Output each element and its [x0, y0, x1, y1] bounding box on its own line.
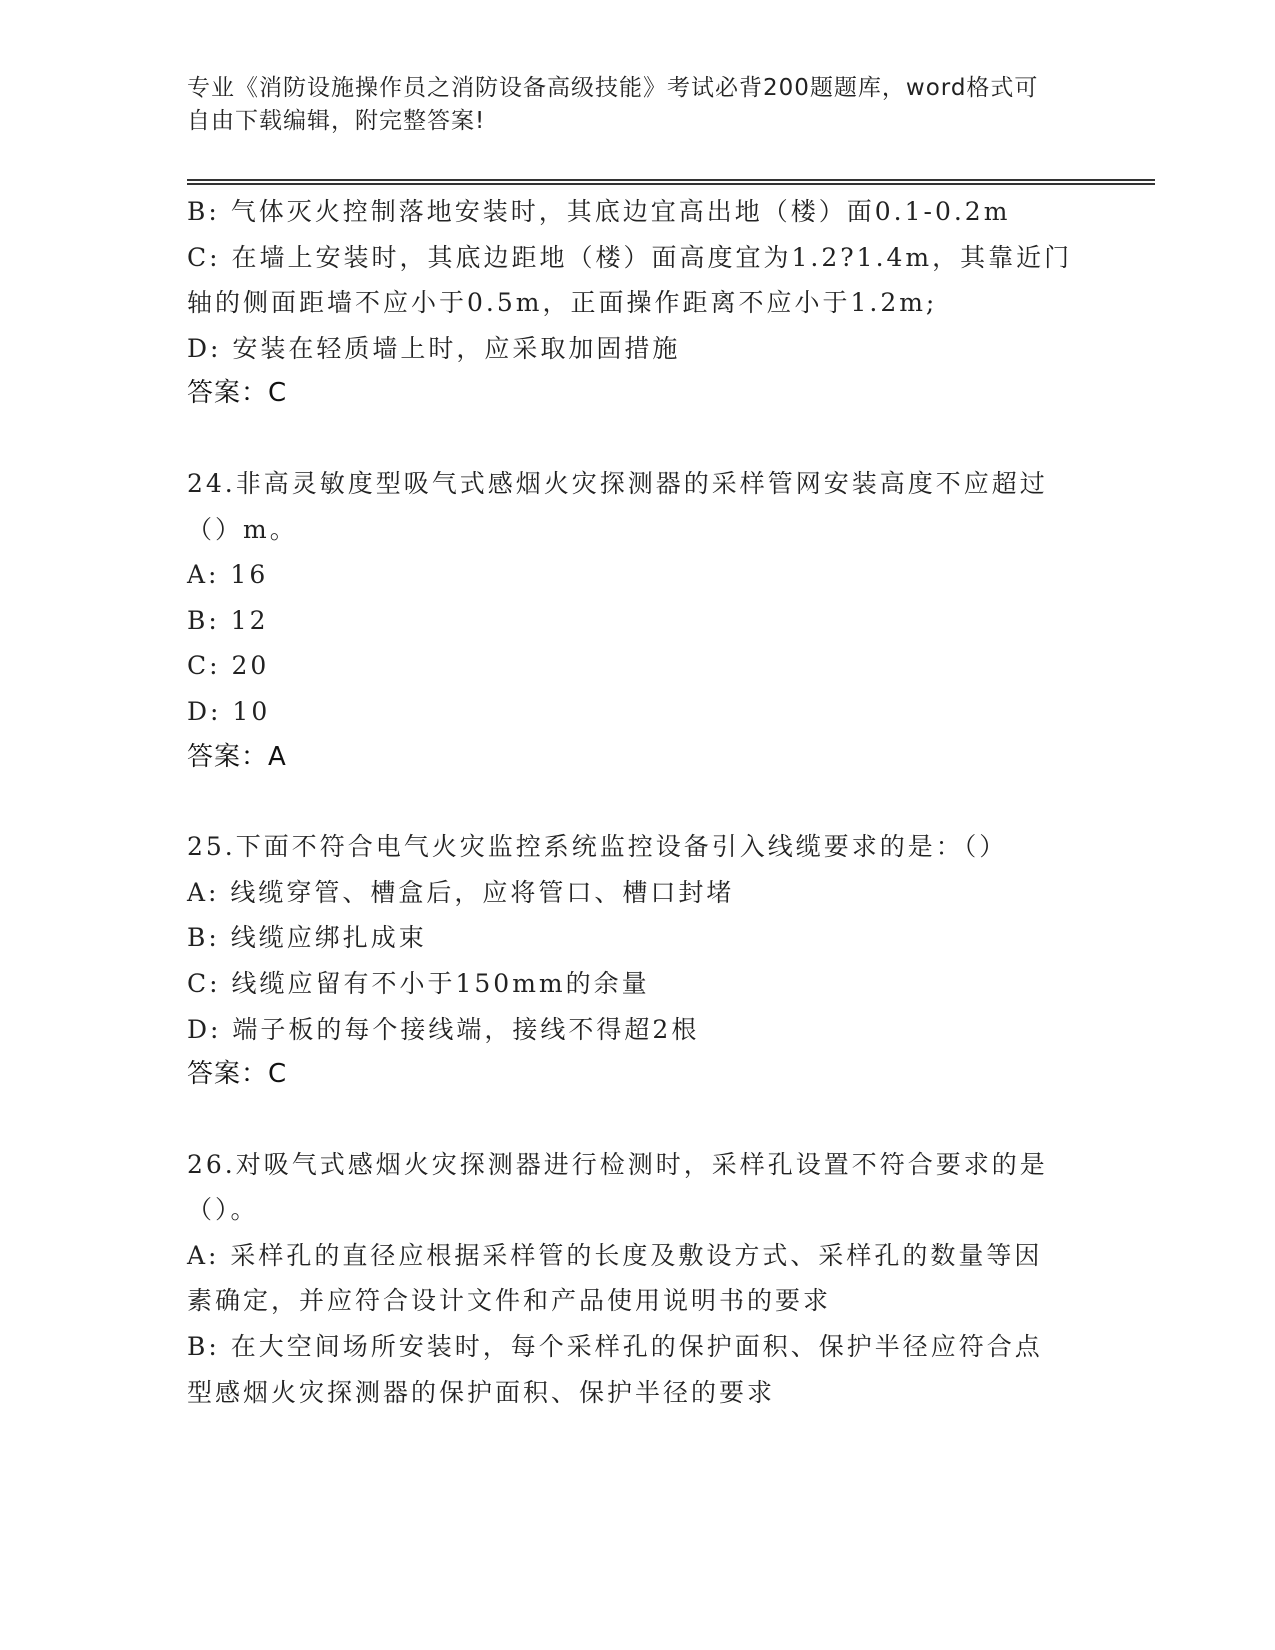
option-a: A: 采样孔的直径应根据采样管的长度及敷设方式、采样孔的数量等因 [187, 1240, 1043, 1270]
answer: 答案：C [187, 378, 288, 409]
question-stem: 24.非高灵敏度型吸气式感烟火灾探测器的采样管网安装高度不应超过 [187, 468, 1048, 498]
option-a: A: 线缆穿管、槽盒后，应将管口、槽口封堵 [187, 877, 735, 907]
option-b: B: 12 [187, 605, 269, 635]
option-c: C: 线缆应留有不小于150mm的余量 [187, 968, 650, 998]
question-23 [187, 189, 1087, 417]
option-b: B: 气体灭火控制落地安装时，其底边宜高出地（楼）面0.1-0.2m [187, 197, 1011, 226]
option-b: B: 在大空间场所安装时，每个采样孔的保护面积、保护半径应符合点 [187, 1332, 1043, 1362]
document-header [187, 72, 1087, 138]
question-stem: 25.下面不符合电气火灾监控系统监控设备引入线缆要求的是：（） [187, 832, 1008, 862]
option-d: D: 安装在轻质墙上时，应采取加固措施 [187, 333, 681, 363]
header-line-1: 专业《消防设施操作员之消防设备高级技能》考试必背200题题库，word格式可 [187, 75, 1039, 101]
question-stem: 26.对吸气式感烟火灾探测器进行检测时，采样孔设置不符合要求的是 [187, 1149, 1048, 1179]
option-c: C: 在墙上安装时，其底边距地（楼）面高度宜为1.2?1.4m，其靠近门 [187, 242, 1073, 272]
option-b-continued: 型感烟火灾探测器的保护面积、保护半径的要求 [187, 1377, 776, 1407]
option-c: C: 20 [187, 651, 270, 681]
question-24 [187, 461, 1087, 780]
question-25 [187, 824, 1087, 1098]
question-26 [187, 1142, 1087, 1416]
question-stem-continued: （）m。 [187, 514, 298, 544]
spacer [187, 1098, 1087, 1142]
option-a: A: 16 [187, 560, 269, 590]
option-b: B: 线缆应绑扎成束 [187, 923, 427, 953]
header-rule-bottom [187, 183, 1155, 185]
header-line-2: 自由下载编辑，附完整答案! [187, 108, 486, 134]
option-d: D: 端子板的每个接线端，接线不得超2根 [187, 1014, 700, 1044]
question-stem-continued: （）。 [187, 1195, 259, 1225]
spacer [187, 417, 1087, 461]
answer: 答案：A [187, 741, 287, 772]
header-rule-top [187, 179, 1155, 181]
option-c-continued: 轴的侧面距墙不应小于0.5m，正面操作距离不应小于1.2m; [187, 288, 938, 318]
spacer [187, 780, 1087, 824]
document-body [187, 189, 1087, 1415]
option-d: D: 10 [187, 696, 271, 726]
answer: 答案：C [187, 1059, 288, 1090]
option-a-continued: 素确定，并应符合设计文件和产品使用说明书的要求 [187, 1286, 832, 1316]
